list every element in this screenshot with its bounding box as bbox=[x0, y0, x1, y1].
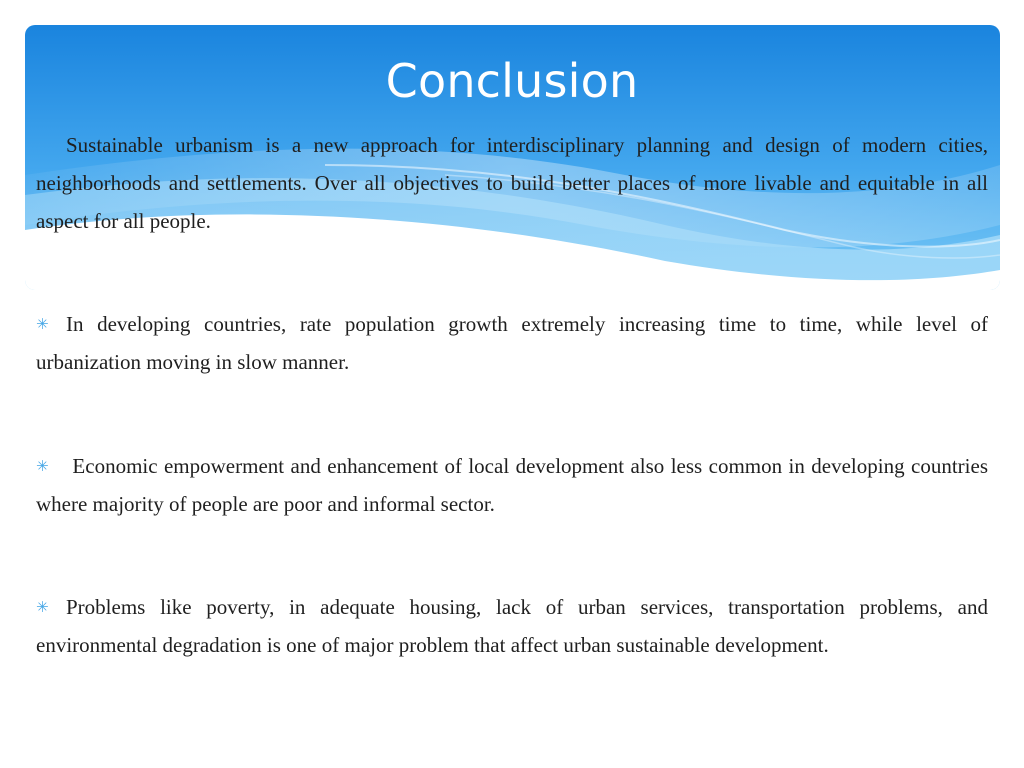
bullet-item-1 bbox=[36, 305, 988, 381]
bullet-item-2 bbox=[36, 447, 988, 523]
bullet-text-3: Problems like poverty, in adequate housing, lack of urban services, transportation problems, and environmental degradation is one of major problem that affect urban sustainable development. bbox=[36, 595, 988, 657]
slide-title: Conclusion bbox=[385, 54, 639, 108]
asterisk-bullet-icon: ✳ bbox=[36, 598, 49, 616]
bullet-item-3 bbox=[36, 588, 988, 664]
intro-paragraph: Sustainable urbanism is a new approach for interdisciplinary planning and design of modern cities, neighborhoods and settlements. Over all objectives to build better places of more livable and equitable in all aspect for all people. bbox=[36, 133, 988, 233]
bullet-text-1: In developing countries, rate population growth extremely increasing time to time, while level of urbanization moving in slow manner. bbox=[36, 312, 988, 374]
asterisk-bullet-icon: ✳ bbox=[36, 315, 49, 333]
asterisk-bullet-icon: ✳ bbox=[36, 457, 49, 475]
bullet-text-2: Economic empowerment and enhancement of local development also less common in developing countries where majority of people are poor and informal sector. bbox=[36, 454, 988, 516]
